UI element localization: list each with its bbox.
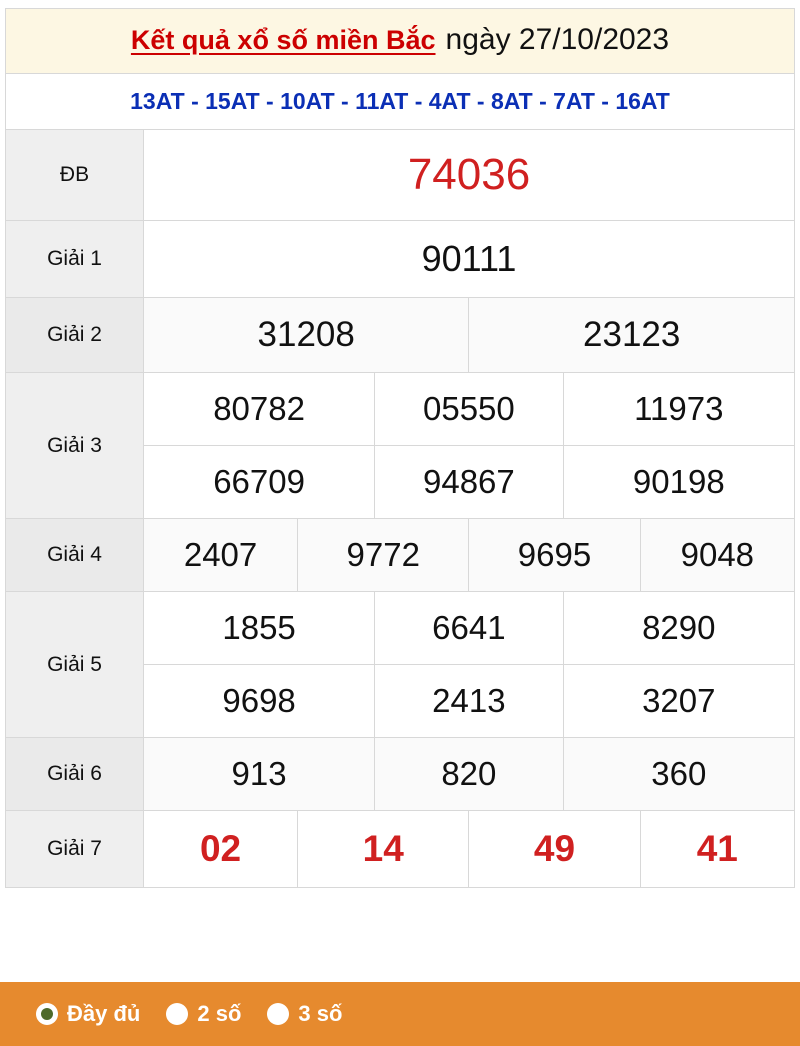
radio-unselected-icon[interactable]	[267, 1003, 289, 1025]
display-mode-bar	[0, 982, 800, 1046]
prize-label-g4: Giải 4	[6, 519, 144, 592]
prize-number: 23123	[469, 298, 795, 373]
page-title	[12, 23, 788, 57]
display-mode-option-full[interactable]	[36, 1001, 140, 1027]
prize-label-g1: Giải 1	[6, 221, 144, 298]
prize-number: 360	[563, 738, 794, 811]
radio-selected-icon[interactable]	[36, 1003, 58, 1025]
prize-number: 80782	[144, 373, 375, 446]
prize-number: 8290	[563, 592, 794, 665]
prize-number: 3207	[563, 665, 794, 738]
page-title-date: ngày 27/10/2023	[445, 23, 670, 56]
prize-row-g5-a	[6, 592, 795, 665]
prize-number: 74036	[144, 130, 795, 221]
prize-number: 41	[640, 811, 794, 888]
prize-number: 02	[144, 811, 298, 888]
prize-label-g2: Giải 2	[6, 298, 144, 373]
prize-label-g6: Giải 6	[6, 738, 144, 811]
code-row	[6, 74, 795, 130]
display-mode-label: 2 số	[197, 1001, 242, 1026]
prize-label-g3: Giải 3	[6, 373, 144, 519]
prize-row-g4	[6, 519, 795, 592]
code-list: 13AT - 15AT - 10AT - 11AT - 4AT - 8AT - 7AT - 16AT	[6, 74, 795, 130]
prize-number: 9772	[298, 519, 469, 592]
prize-number: 05550	[375, 373, 563, 446]
lottery-results-table	[5, 8, 795, 888]
prize-row-db	[6, 130, 795, 221]
prize-number: 6641	[375, 592, 563, 665]
prize-number: 2407	[144, 519, 298, 592]
page-title-main: Kết quả xổ số miền Bắc	[130, 25, 436, 55]
prize-row-g7	[6, 811, 795, 888]
prize-label-g7: Giải 7	[6, 811, 144, 888]
prize-number: 9048	[640, 519, 794, 592]
prize-row-g6	[6, 738, 795, 811]
prize-number: 913	[144, 738, 375, 811]
prize-label-g5: Giải 5	[6, 592, 144, 738]
prize-number: 49	[469, 811, 640, 888]
prize-row-g3-a	[6, 373, 795, 446]
prize-number: 9698	[144, 665, 375, 738]
prize-number: 90111	[144, 221, 795, 298]
prize-number: 31208	[144, 298, 469, 373]
prize-label-db: ĐB	[6, 130, 144, 221]
prize-number: 2413	[375, 665, 563, 738]
prize-number: 820	[375, 738, 563, 811]
prize-number: 14	[298, 811, 469, 888]
prize-number: 1855	[144, 592, 375, 665]
display-mode-option-2digit[interactable]	[166, 1001, 241, 1027]
prize-row-g2	[6, 298, 795, 373]
display-mode-label: 3 số	[298, 1001, 343, 1026]
prize-number: 11973	[563, 373, 794, 446]
prize-number: 90198	[563, 446, 794, 519]
display-mode-label: Đầy đủ	[67, 1001, 141, 1026]
table-header-row	[6, 9, 795, 74]
display-mode-option-3digit[interactable]	[267, 1001, 342, 1027]
prize-number: 9695	[469, 519, 640, 592]
prize-row-g1	[6, 221, 795, 298]
radio-unselected-icon[interactable]	[166, 1003, 188, 1025]
prize-number: 94867	[375, 446, 563, 519]
header-cell	[6, 9, 795, 74]
prize-number: 66709	[144, 446, 375, 519]
